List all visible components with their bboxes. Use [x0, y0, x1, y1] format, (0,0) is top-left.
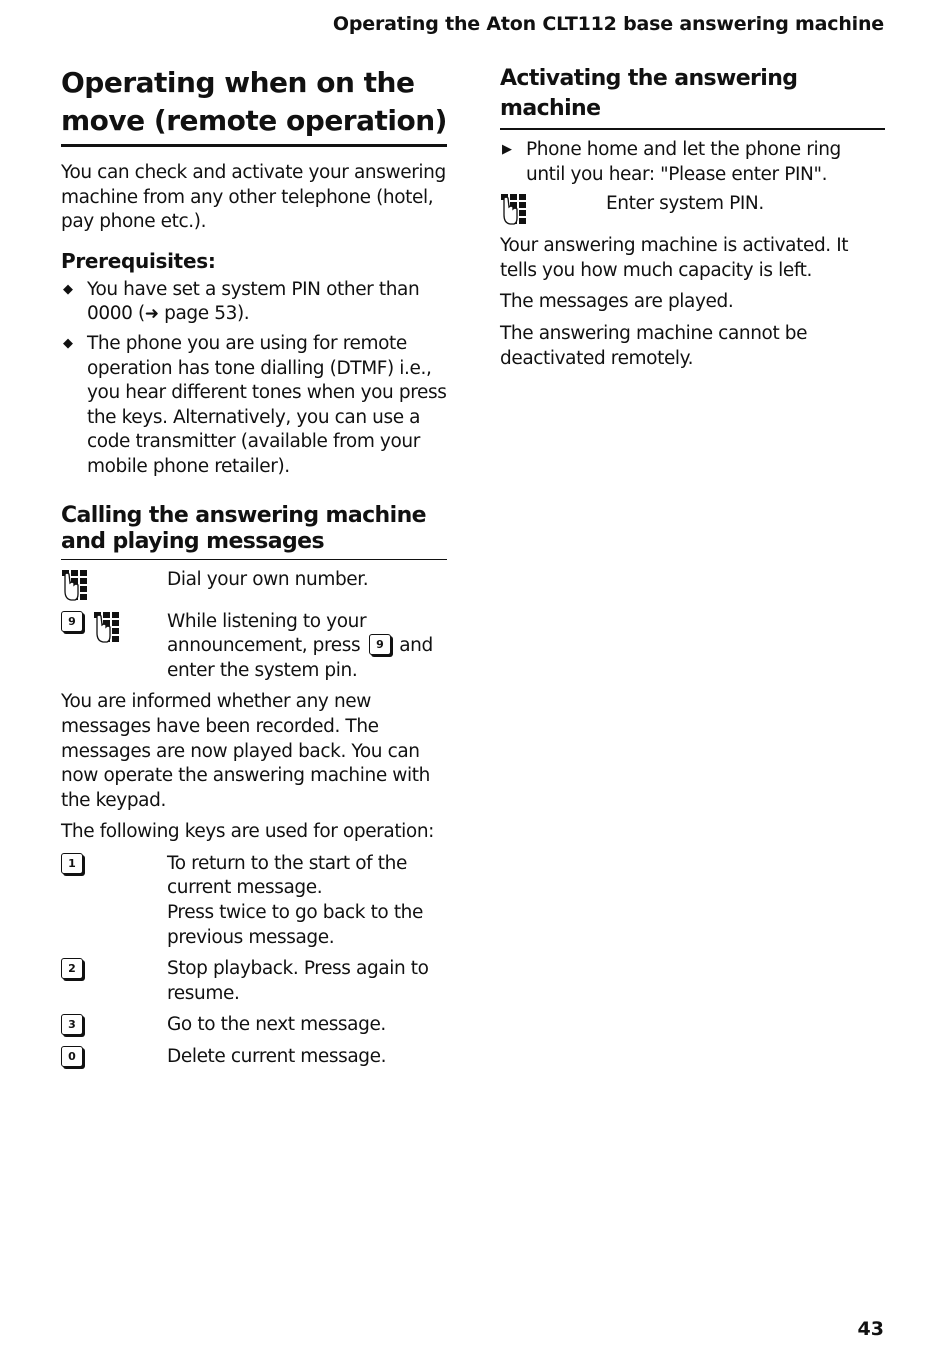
- key-function-row: [61, 852, 447, 950]
- activation-step: [500, 138, 885, 187]
- step-enter-pin: [61, 610, 447, 684]
- prerequisite-item: [61, 278, 447, 327]
- prerequisite-text: The phone you are using for remote operation has tone dialling (DTMF) i.e., you hear different tones when you press the keys. Alternatively, you can use a code transmitter (available from your mobile phone retailer).: [87, 332, 447, 477]
- activating-heading: Activating the answering machine: [500, 64, 885, 130]
- keycap-icon: 3: [61, 1014, 83, 1035]
- key-function-row: [61, 957, 447, 1006]
- page-number: 43: [857, 1318, 884, 1340]
- running-header: Operating the Aton CLT112 base answering machine: [332, 13, 884, 35]
- step-dial-number: [61, 568, 447, 603]
- page-reference[interactable]: page 53).: [158, 303, 250, 325]
- key-function-text: Stop playback. Press again to resume.: [167, 958, 429, 1004]
- prerequisite-text: You have set a system PIN other than 0000 (: [87, 278, 420, 325]
- calling-heading: Calling the answering machine and playing messages: [61, 503, 447, 560]
- key-function-row: [61, 1013, 447, 1038]
- activation-paragraph: Your answering machine is activated. It tells you how much capacity is left.: [500, 235, 849, 281]
- left-column: [61, 64, 447, 1077]
- step-enter-system-pin: [500, 192, 885, 227]
- keycap-icon: 0: [61, 1046, 83, 1067]
- step-text: While listening to your announcement, press 9 and enter the system pin.: [167, 610, 433, 681]
- step-text: Phone home and let the phone ring until you hear: "Please enter PIN".: [526, 139, 841, 185]
- arrow-right-icon: ➜: [144, 304, 159, 325]
- diamond-icon: ◆: [63, 335, 73, 351]
- activation-steps: [500, 138, 885, 187]
- key-function-text: Go to the next message.: [167, 1014, 386, 1036]
- activation-paragraph: The answering machine cannot be deactivated remotely.: [500, 322, 808, 369]
- keycap-icon: 9: [369, 634, 391, 655]
- keycap-icon: 9: [61, 611, 83, 632]
- section-title-remote-operation: Operating when on the move (remote operation): [61, 64, 447, 147]
- diamond-icon: ◆: [63, 281, 73, 297]
- key-function-text: Delete current message.: [167, 1046, 387, 1068]
- key-function-row: [61, 1045, 447, 1070]
- keys-intro: The following keys are used for operation:: [61, 821, 434, 843]
- keypad-hand-icon: [93, 611, 125, 645]
- step-text: Dial your own number.: [167, 568, 369, 590]
- activation-paragraph: The messages are played.: [500, 291, 734, 313]
- prerequisites-list: [61, 278, 447, 480]
- triangle-right-icon: ▶: [502, 142, 512, 157]
- prerequisites-heading: Prerequisites:: [61, 248, 216, 273]
- step-text: Enter system PIN.: [606, 193, 764, 215]
- right-column: [500, 64, 885, 378]
- prerequisite-item: [61, 332, 447, 480]
- keycap-icon: 2: [61, 958, 83, 979]
- keycap-icon: 1: [61, 853, 83, 874]
- keypad-hand-icon: [500, 193, 532, 227]
- info-paragraph: You are informed whether any new messages have been recorded. The messages are now played back. You can now operate the answering machine with the keypad.: [61, 691, 430, 811]
- key-function-text: To return to the start of the current message. Press twice to go back to the previous message.: [167, 852, 423, 948]
- intro-paragraph: You can check and activate your answering machine from any other telephone (hotel, pay phone etc.).: [61, 162, 446, 233]
- keypad-hand-icon: [61, 569, 93, 603]
